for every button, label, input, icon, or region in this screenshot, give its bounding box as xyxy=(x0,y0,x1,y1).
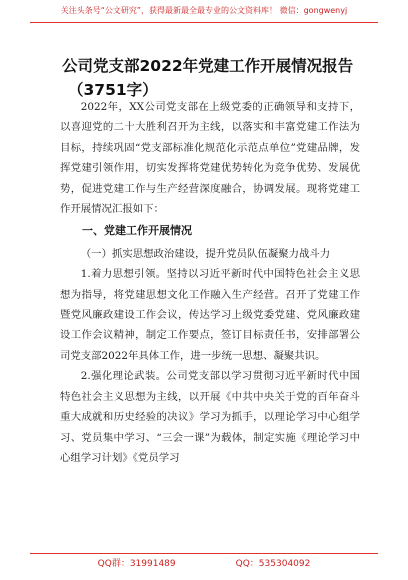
document-title: 公司党支部2022年党建工作开展情况报告 xyxy=(62,57,354,75)
footer-divider xyxy=(30,553,378,554)
document-subtitle: （3751字） xyxy=(68,81,158,99)
paragraph-item-1: 1.着力思想引领。坚持以习近平新时代中国特色社会主义思想为指导，将党建思想文化工作融入生产经营。召开了党建工作暨党风廉政建设工作会议，传达学习上级党委党建、党风廉政建设工作会议精神，制定工作要点，签订目标责任书，安排部署公司党支部2022年具体工作，进一步统一思想、凝聚共识。 xyxy=(60,268,360,362)
section-heading: 一、党建工作开展情况 xyxy=(82,224,192,238)
paragraph-item-2: 2.强化理论武装。公司党支部以学习贯彻习近平新时代中国特色社会主义思想为主线，以开展《中共中央关于党的百年奋斗重大成就和历史经验的决议》学习为抓手，以理论学习中心组学习、党员集中学习、“三会一课”为载体，制定实施《理论学习中心组学习计划》《党员学习 xyxy=(60,370,360,464)
subsection-heading: （一）抓实思想政治建设，提升党员队伍凝聚力战斗力 xyxy=(80,247,331,260)
qq-text: QQ：535304092 xyxy=(235,559,311,569)
document-body xyxy=(60,97,360,468)
paragraph-intro: 2022年，XX公司党支部在上级党委的正确领导和支持下，以喜迎党的二十大胜利召开为主线，以落实和丰富党建工作法为目标，持续巩固“党支部标准化规范化示范点单位”党建品牌，发挥党建引领作用，切实发挥将党建优势转化为竞争优势、发展优势，促进党建工作与生产经营深度融合，协调发展。现将党建工作开展情况汇报如下： xyxy=(60,101,360,216)
qq-group-text: QQ群：31991489 xyxy=(97,559,176,569)
header-banner: 关注头条号“公文研究”，获得最新最全最专业的公文资料库！ 微信：gongwenyj xyxy=(60,5,348,15)
header-divider xyxy=(30,22,378,23)
footer xyxy=(0,556,408,576)
